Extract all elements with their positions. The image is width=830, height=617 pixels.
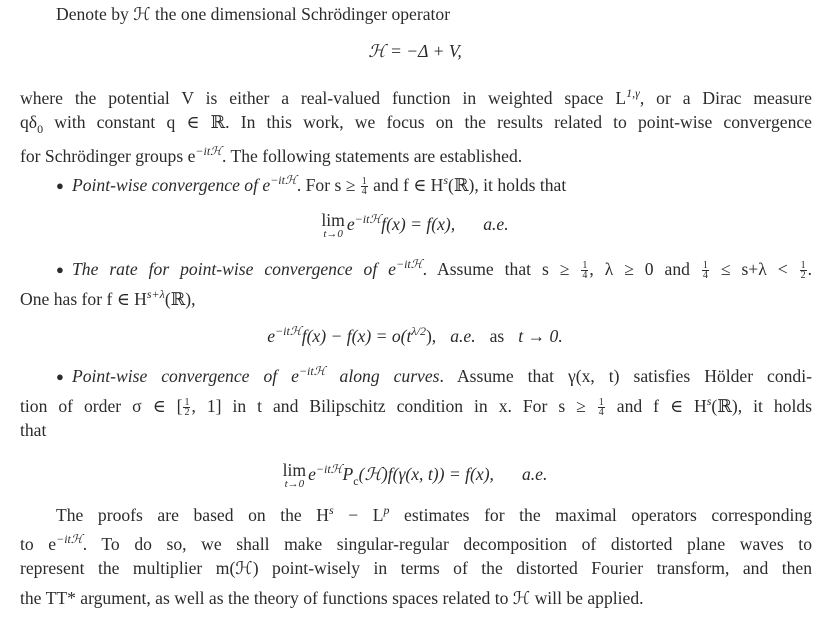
paragraph-line: The proofs are based on the $H^s - L^p$ estimates for the maximal operators corresponding — [56, 503, 813, 525]
paragraph-line: where the potential V is either a real-valued function in weighted space $L^{1,\gamma}$, or a Dirac measure — [20, 86, 812, 108]
paragraph-line: tion of order σ ∈ [ $\frac{1}{2}$ , 1] in t and Bilipschitz condition in x. For s ≥ $\frac{1}{4}$ and f ∈ $H^s(ℝ)$, it holds — [20, 394, 813, 419]
paragraph-line: to $e^{-itℋ}$. To do so, we shall make singular-regular decomposition of distorted plane waves to — [20, 532, 812, 554]
paragraph-line: the TT* argument, as well as the theory of functions spaces related to ℋ will be applied. — [20, 588, 644, 608]
intro-line: Denote by ℋ the one dimensional Schrödinger operator — [56, 4, 451, 24]
paragraph-line: $q\delta_0$ with constant q ∈ ℝ. In this work, we focus on the results related to point-wise convergence — [20, 112, 812, 136]
paragraph-line: One has for f ∈ $H^{s+\lambda}(ℝ)$, — [20, 287, 196, 309]
rate-equation: $e^{-itℋ}f(x) - f(x) = o(t^{\lambda/2})$, a.e. as t → 0. — [267, 324, 563, 346]
bullet-icon: ● — [56, 369, 64, 384]
bullet-item: ● The rate for point-wise convergence of $e^{-itℋ}$. Assume that s ≥ $\frac{1}{4}$ , λ ≥ 0 and $\frac{1}{4}$ ≤ s+λ < $\frac{1}{2}$ . — [56, 250, 812, 284]
bullet-icon: ● — [56, 262, 64, 277]
paragraph-line: represent the multiplier m(ℋ) point-wisely in terms of the distorted Fourier transform, and then — [20, 558, 812, 578]
bullet-item: ● Point-wise convergence of $e^{-itℋ}$ along curves. Assume that γ(x, t) satisfies Hölder condi- — [56, 357, 812, 391]
bullet-item: ● Point-wise convergence of $e^{-itℋ}$. For s ≥ $\frac{1}{4}$ and f ∈ $H^s(ℝ)$, it holds that — [56, 166, 812, 200]
curve-limit-equation: lim t→0 $e^{-itℋ}P_c(ℋ)f(\gamma(x$, t)) = f(x), a.e. — [282, 460, 548, 490]
operator-equation: ℋ = −Δ + V, — [368, 41, 462, 61]
paragraph-line: for Schrödinger groups $e^{-itℋ}$. The following statements are established. — [20, 144, 523, 166]
limit-equation: lim t→0 $e^{-itℋ}f(x) = f(x)$, a.e. — [321, 210, 509, 240]
bullet-icon: ● — [56, 178, 64, 193]
paragraph-line: that — [20, 420, 47, 440]
